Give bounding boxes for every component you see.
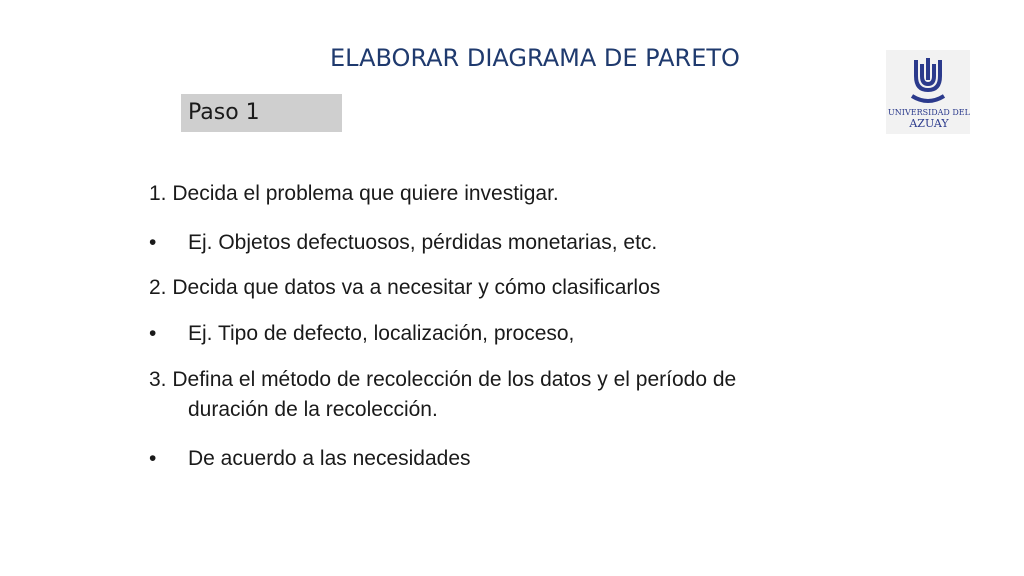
slide-title: ELABORAR DIAGRAMA DE PARETO	[330, 44, 740, 72]
bullet-marker: •	[149, 447, 157, 470]
logo-text-line2: AZUAY	[909, 117, 949, 130]
list-item-1-example: Ej. Objetos defectuosos, pérdidas monetarias, etc.	[188, 231, 658, 254]
logo-text-line1: UNIVERSIDAD DEL	[888, 108, 970, 117]
bullet-marker: •	[149, 322, 157, 345]
list-item-1: 1. Decida el problema que quiere investigar.	[149, 182, 559, 205]
list-item-3: 3. Defina el método de recolección de los datos y el período de	[149, 368, 737, 391]
list-item-3-example: De acuerdo a las necesidades	[188, 447, 471, 470]
list-item-2-example: Ej. Tipo de defecto, localización, proceso,	[188, 322, 575, 345]
list-item-3-continuation: duración de la recolección.	[188, 398, 438, 421]
step-label-box: Paso 1	[181, 94, 342, 132]
bullet-marker: •	[149, 231, 157, 254]
list-item-2: 2. Decida que datos va a necesitar y cómo clasificarlos	[149, 276, 661, 299]
